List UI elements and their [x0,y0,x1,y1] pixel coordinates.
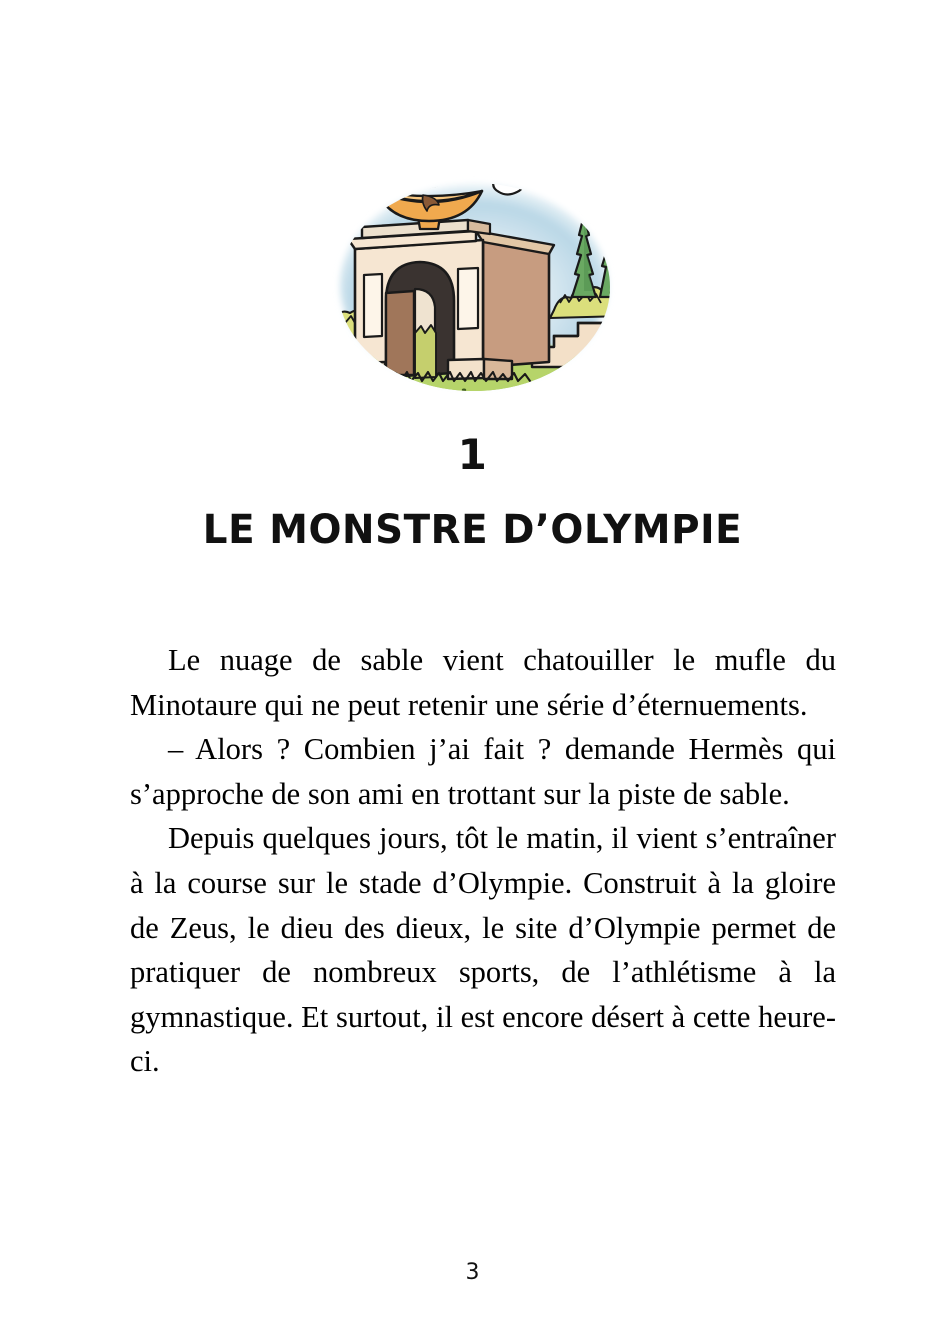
olympic-flame [406,135,466,189]
paragraph: – Alors ? Combien j’ai fait ? demande Hermès qui s’approche de son ami en trottant sur la piste de sable. [130,732,836,811]
chapter-number: 1 [457,430,488,479]
page-number: 3 [465,1260,480,1285]
chapter-title: LE MONSTRE D’OLYMPIE [202,506,743,553]
smoke-puff-lower [493,173,522,194]
olympia-monument-illustration [308,135,638,407]
cypress-tree-right [600,231,621,297]
paragraph: Depuis quelques jours, tôt le matin, il vient s’entraîner à la course sur le stade d’Olympie. Construit à la gloire de Zeus, le dieu des dieux, le site d’Olympie permet de pratiquer de nombreux sports, de l’athlétisme à la gymnastique. Et surtout, il est encore désert à cette heure-ci. [130,821,836,1079]
body-text [130,638,836,1084]
paragraph: Le nuage de sable vient chatouiller le mufle du Minotaure qui ne peut retenir une série d’éternuements. [130,643,836,722]
chapter-illustration [0,128,945,413]
smoke-puff-upper [511,152,532,171]
